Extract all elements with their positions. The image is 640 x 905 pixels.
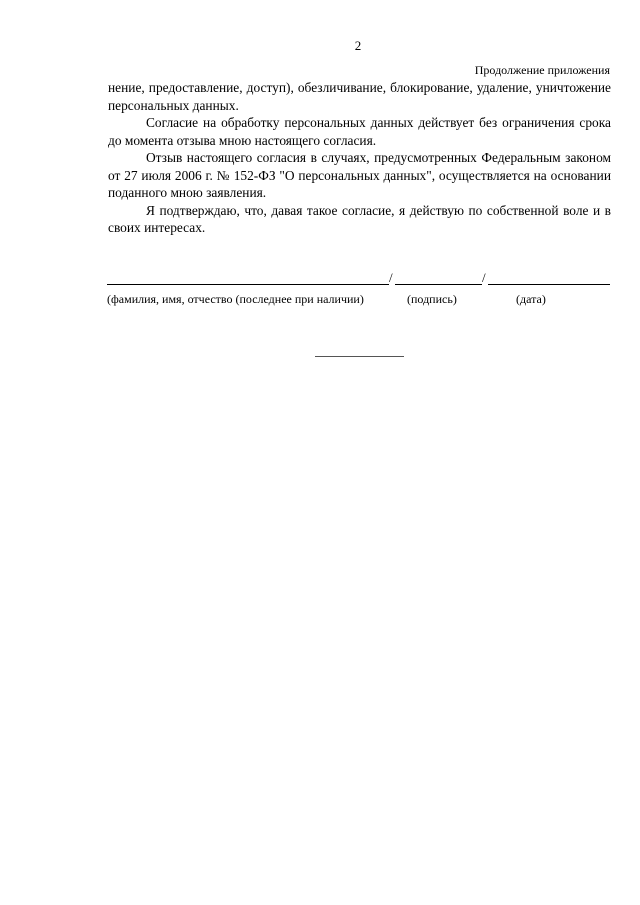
date-separator: / xyxy=(482,270,486,285)
signature-caption: (подпись) xyxy=(407,292,457,306)
signature-separator: / xyxy=(389,270,393,285)
date-line[interactable] xyxy=(488,284,610,285)
signature-line[interactable] xyxy=(395,284,482,285)
paragraph-validity: Согласие на обработку персональных данных действует без ограничения срока до момента отзыва мною настоящего согласия. xyxy=(108,115,611,148)
paragraph-processing-list: нение, предоставление, доступ), обезличивание, блокирование, удаление, уничтожение персональных данных. xyxy=(108,80,611,113)
page-number: 2 xyxy=(354,38,362,53)
continuation-label: Продолжение приложения xyxy=(474,63,610,77)
full-name-line[interactable] xyxy=(107,284,389,285)
paragraph-confirmation: Я подтверждаю, что, давая такое согласие, я действую по собственной воле и в своих интересах. xyxy=(108,202,611,235)
paragraph-revocation: Отзыв настоящего согласия в случаях, предусмотренных Федеральным законом от 27 июля 2006 г. № 152-ФЗ "О персональных данных", осуществляется на основании поданного мною заявления. xyxy=(108,150,611,200)
end-of-document-rule xyxy=(315,356,404,357)
date-caption: (дата) xyxy=(516,292,546,306)
full-name-caption: (фамилия, имя, отчество (последнее при наличии) xyxy=(107,292,364,306)
signature-block xyxy=(107,270,610,310)
consent-text xyxy=(108,79,611,237)
